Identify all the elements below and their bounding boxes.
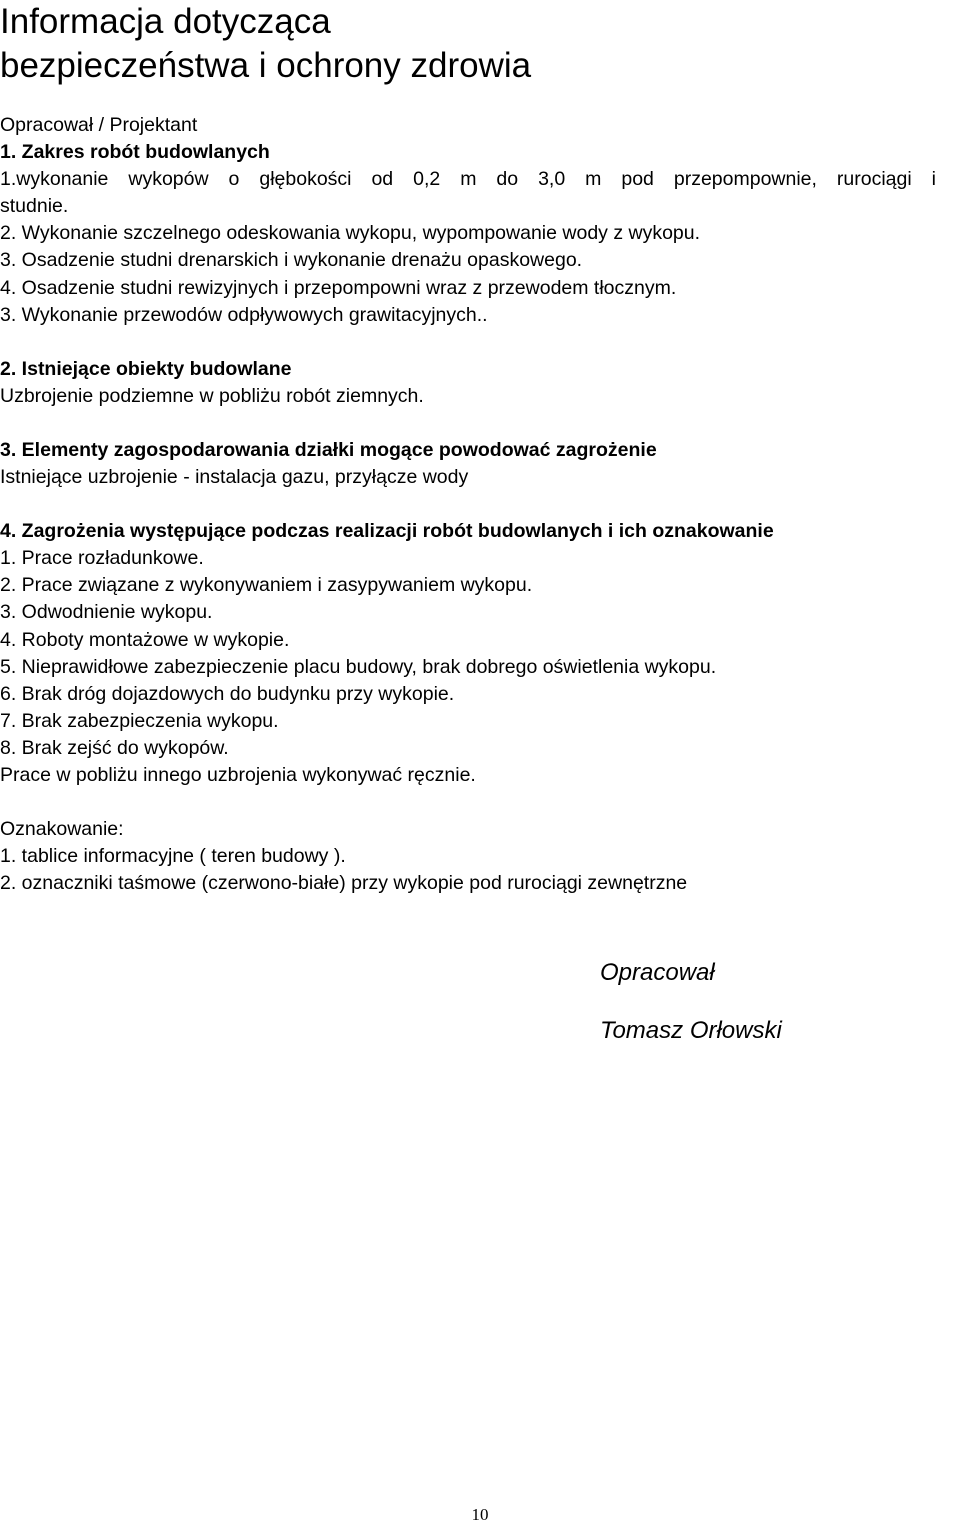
- list-item: 2. Wykonanie szczelnego odeskowania wykopu, wypompowanie wody z wykopu.: [0, 222, 701, 245]
- signature-label: Opracował: [600, 959, 715, 986]
- list-item: 2. Prace związane z wykonywaniem i zasypywaniem wykopu.: [0, 574, 533, 597]
- section-heading: 2. Istniejące obiekty budowlane: [0, 357, 292, 380]
- list-item: 3. Wykonanie przewodów odpływowych grawitacyjnych..: [0, 303, 488, 326]
- list-item: 4. Roboty montażowe w wykopie.: [0, 628, 290, 651]
- section-heading: 1. Zakres robót budowlanych: [0, 141, 270, 164]
- section-construction-hazards: [0, 518, 936, 789]
- page-number: 10: [471, 1505, 489, 1524]
- section-marking: [0, 816, 936, 897]
- signature-block: [600, 944, 782, 1060]
- section-note: Prace w pobliżu innego uzbrojenia wykonywać ręcznie.: [0, 763, 476, 786]
- list-item: 6. Brak dróg dojazdowych do budynku przy wykopie.: [0, 682, 455, 705]
- list-item: 3. Osadzenie studni drenarskich i wykonanie drenażu opaskowego.: [0, 249, 583, 272]
- document-title: [0, 0, 531, 88]
- section-text: Istniejące uzbrojenie - instalacja gazu, przyłącze wody: [0, 466, 469, 489]
- list-item: 8. Brak zejść do wykopów.: [0, 736, 229, 759]
- list-item: 1. tablice informacyjne ( teren budowy ).: [0, 845, 346, 868]
- list-item: 4. Osadzenie studni rewizyjnych i przepompowni wraz z przewodem tłocznym.: [0, 276, 677, 299]
- section-heading: Oznakowanie:: [0, 818, 124, 841]
- list-item: 2. oznaczniki taśmowe (czerwono-białe) przy wykopie pod rurociągi zewnętrzne: [0, 872, 688, 895]
- list-item: 1.wykonanie wykopów o głębokości od 0,2 m do 3,0 m pod przepompownie, rurociągi i: [0, 168, 936, 191]
- list-item: 5. Nieprawidłowe zabezpieczenie placu budowy, brak dobrego oświetlenia wykopu.: [0, 655, 717, 678]
- list-item: studnie.: [0, 195, 69, 218]
- signature-name: Tomasz Orłowski: [600, 1017, 782, 1044]
- section-heading: 3. Elementy zagospodarowania działki mogące powodować zagrożenie: [0, 438, 657, 461]
- title-line-2: bezpieczeństwa i ochrony zdrowia: [0, 46, 532, 85]
- list-item: 1. Prace rozładunkowe.: [0, 547, 204, 570]
- section-text: Uzbrojenie podziemne w pobliżu robót ziemnych.: [0, 384, 424, 407]
- section-existing-buildings: [0, 356, 936, 410]
- section-site-hazard-elements: [0, 437, 936, 491]
- section-heading: 4. Zagrożenia występujące podczas realizacji robót budowlanych i ich oznakowanie: [0, 520, 774, 543]
- document-body: [0, 112, 936, 897]
- section-scope-of-works: [0, 139, 936, 329]
- prepared-by-heading: Opracował / Projektant: [0, 114, 198, 136]
- list-item: 3. Odwodnienie wykopu.: [0, 601, 213, 624]
- title-line-1: Informacja dotycząca: [0, 2, 331, 41]
- list-item: 7. Brak zabezpieczenia wykopu.: [0, 709, 279, 732]
